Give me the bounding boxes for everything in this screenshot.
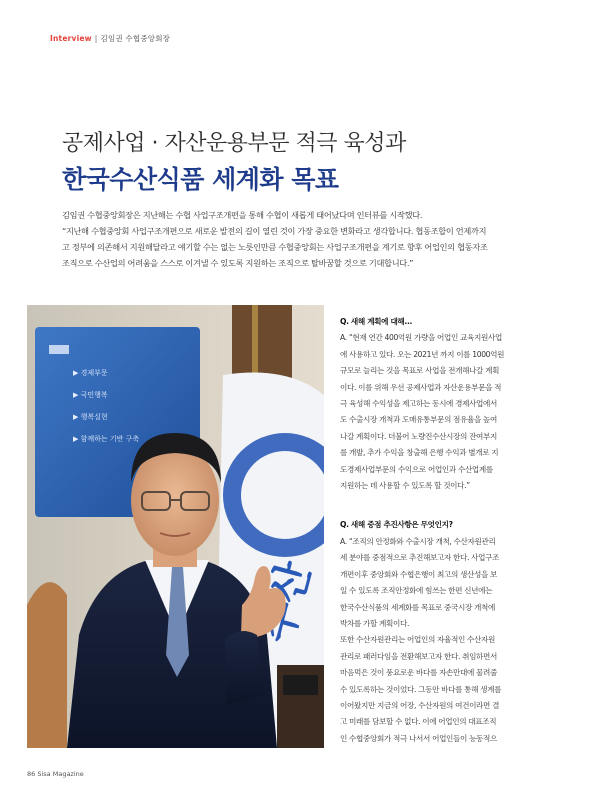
page-footer [27, 770, 84, 778]
lead-line: “지난해 수협중앙회 사업구조개편으로 새로운 발전의 길이 열린 것이 가장 중요한 변화라고 생각합니다. 협동조합이 언제까지 [62, 226, 487, 236]
answer-line: 규모로 늘리는 것을 목표로 사업을 전개해나갈 계획 [340, 366, 500, 376]
answer-line: 박차를 가할 계획이다. [340, 618, 410, 628]
header-separator: | [94, 34, 98, 43]
headline-line-2: 한국수산식품 세계화 목표 [62, 165, 339, 194]
interviewee-name: 김임권 수협중앙회장 [100, 34, 171, 43]
qa-block [340, 517, 580, 747]
magazine-name: Sisa Magazine [37, 770, 84, 778]
answer-line: 마음먹은 것이 풍요로운 바다를 자손만대에 물려줄 [340, 668, 498, 678]
answer-line: 또한 수산자원관리는 어업인의 자율적인 수산자원 [340, 635, 495, 645]
answer-line: 에 사용하고 있다. 오는 2021년 까지 이를 1000억원 [340, 349, 505, 359]
lead-line: 고 정부에 의존해서 지원해달라고 얘기할 수는 없는 노릇인만큼 수협중앙회는 사업구조개편을 계기로 향후 어업인의 협동자조 [62, 242, 488, 252]
photo-board-text: ▶ 행복실현 [73, 413, 108, 421]
qa-column [340, 314, 580, 747]
answer-line: 이다. 이를 위해 우선 공제사업과 자산운용부문을 적 [340, 382, 502, 392]
question-heading: Q. 새해 계획에 대해... [340, 317, 413, 326]
lead-paragraph [62, 207, 567, 271]
answer-line: 수 있도록하는 것이었다. 그동안 바다를 통해 생계를 [340, 684, 502, 694]
section-header [50, 33, 170, 44]
answer-line: 한국수산식품의 세계화를 목표로 중국시장 개척에 [340, 602, 495, 612]
answer-line: 지원하는 데 사용할 수 있도록 할 것이다.” [340, 481, 470, 491]
answer-line: 극 육성해 수익성을 제고하는 동시에 경제사업에서 [340, 399, 498, 409]
qa-block [340, 314, 580, 494]
answer-line: 개편이후 중앙회와 수협은행이 최고의 생산성을 보 [340, 569, 498, 579]
answer-line: 도경제사업부문의 수익으로 어업인과 수산업계를 [340, 464, 493, 474]
photo-board-text: ▶ 경제부문 [73, 369, 108, 377]
answer-line: 관리로 패러다임을 전환해보고자 한다. 취임하면서 [340, 651, 498, 661]
answer-line: 를 개발, 추가 수익을 창출해 은행 수익과 별개로 지 [340, 448, 499, 458]
answer-line: 나갈 계획이다. 더불어 노량진수산시장의 잔여부지 [340, 431, 498, 441]
answer-line: 도 수출시장 개척과 도매유통부문의 점유율을 높여 [340, 415, 498, 425]
headline-line-1: 공제사업 · 자산운용부문 적극 육성과 [62, 131, 406, 156]
lead-line: 김임권 수협중앙회장은 지난해는 수협 사업구조개편을 통해 수협이 새롭게 태어났다며 인터뷰를 시작했다. [62, 210, 423, 220]
answer-line: A. “조직의 안정화와 수출시장 개척, 수산자원관리 [340, 536, 496, 546]
answer-line: 이어왔지만 지금의 어장, 수산자원의 여건이라면 결 [340, 700, 500, 710]
lead-line: 조직으로 수산업의 어려움을 스스로 이겨낼 수 있도록 지원하는 조직으로 탈바꿈할 것으로 기대합니다.” [62, 258, 414, 268]
answer-line: 인 수협중앙회가 적극 나서서 어업인들이 능동적으 [340, 733, 498, 743]
answer-line: 일 수 있도록 조직안정화에 힘쓰는 한편 신년에는 [340, 586, 493, 596]
page-number: 86 [27, 770, 36, 778]
answer-line: 고 미래를 담보할 수 없다. 이에 어업인의 대표조직 [340, 717, 497, 727]
answer-line: A. “현재 연간 400억원 가량을 어업인 교육지원사업 [340, 333, 502, 343]
interview-photo [27, 305, 324, 748]
photo-board-text: ▶ 국민행복 [73, 391, 108, 399]
section-kicker: Interview [50, 34, 92, 43]
answer-line: 세 분야를 중점적으로 추진해보고자 한다. 사업구조 [340, 553, 500, 563]
question-heading: Q. 새해 중점 추진사항은 무엇인지? [340, 520, 453, 530]
photo-board-text: ▶ 함께하는 기반 구축 [73, 435, 140, 443]
